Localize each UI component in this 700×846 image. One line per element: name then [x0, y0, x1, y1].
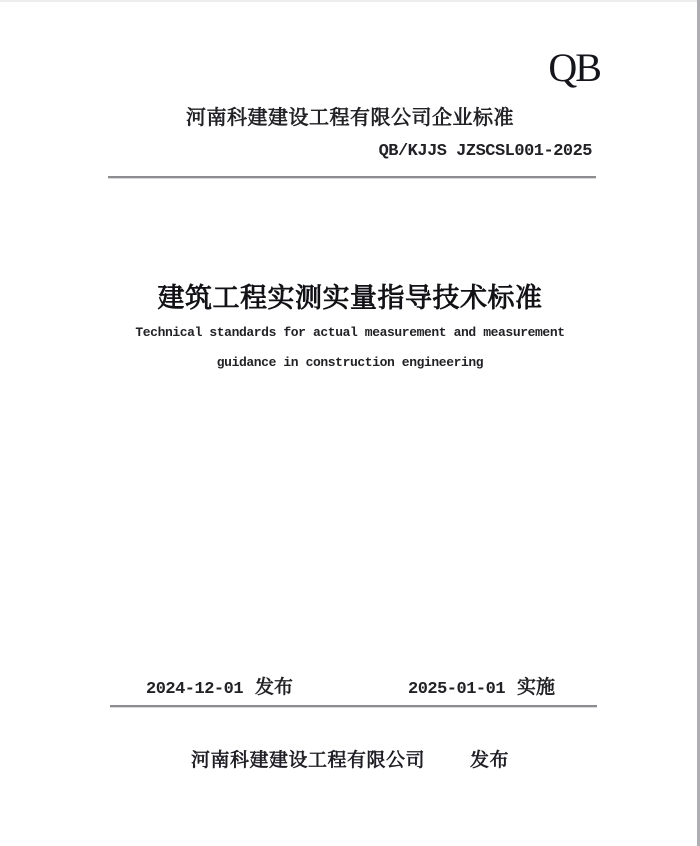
- footer-rule: [110, 705, 597, 707]
- standard-classification-code: QB: [548, 45, 600, 90]
- publisher-row: [0, 745, 700, 772]
- publisher-name: 河南科建建设工程有限公司: [190, 750, 425, 771]
- implementation-date-group: [408, 672, 555, 699]
- publish-label: 发布: [470, 750, 510, 771]
- implementation-label: 实施: [517, 677, 556, 698]
- implementation-date: 2025-01-01: [408, 680, 506, 699]
- document-title-chinese: 建筑工程实测实量指导技术标准: [157, 283, 543, 313]
- header-rule: [108, 176, 596, 178]
- issue-date-group: [146, 672, 293, 699]
- issue-date: 2024-12-01: [146, 680, 244, 699]
- document-title-english-line1: Technical standards for actual measurement and measurement: [135, 325, 565, 340]
- issue-label: 发布: [255, 677, 294, 698]
- org-standard-header: 河南科建建设工程有限公司企业标准: [186, 107, 514, 129]
- standard-number: QB/KJJS JZSCSL001-2025: [378, 142, 592, 161]
- document-title-english-line2: guidance in construction engineering: [216, 355, 484, 370]
- page-top-edge: [0, 0, 700, 2]
